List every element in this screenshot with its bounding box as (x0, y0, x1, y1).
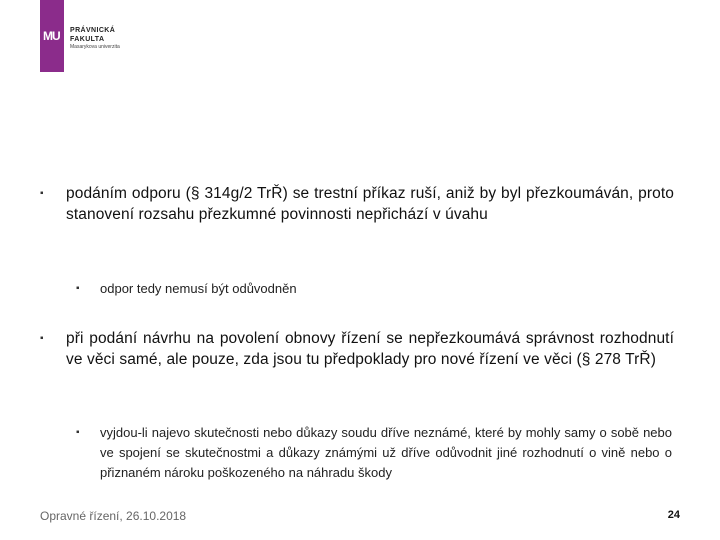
bullet-item-1 (40, 184, 676, 225)
bullet-item-2 (40, 329, 676, 370)
logo-mark (40, 0, 64, 72)
sub-bullet-item-2 (76, 423, 676, 483)
square-bullet-icon: ▪ (40, 333, 44, 344)
logo-line-1: PRÁVNICKÁ (70, 27, 116, 34)
sub-bullet-item-1 (76, 279, 676, 299)
logo-line-3: Masarykova univerzita (70, 44, 120, 50)
square-bullet-icon: ▪ (76, 283, 80, 294)
square-bullet-icon: ▪ (40, 188, 44, 199)
sub-bullet-item-1-text: odpor tedy nemusí být odůvodněn (100, 281, 297, 296)
square-bullet-icon: ▪ (76, 427, 80, 438)
slide-footer: Opravné řízení, 26.10.2018 (40, 509, 187, 523)
logo-mark-text: MU (43, 29, 60, 43)
bullet-item-1-text: podáním odporu (§ 314g/2 TrŘ) se trestní příkaz ruší, aniž by byl přezkoumáván, proto stanovení rozsahu přezkumné povinnosti nepřichází v úvahu (66, 185, 674, 223)
page-number: 24 (667, 509, 680, 521)
bullet-item-2-text: při podání návrhu na povolení obnovy řízení se nepřezkoumává správnost rozhodnutí ve věci samé, ale pouze, zda jsou tu předpoklady pro nové řízení ve věci (§ 278 TrŘ) (66, 330, 674, 368)
sub-bullet-item-2-text: vyjdou-li najevo skutečnosti nebo důkazy soudu dříve neznámé, které by mohly samy o sobě nebo ve spojení se skutečnostmi a důkazy známými už dříve odůvodnit jiné rozhodnutí o vině nebo o přiznaném nároku poškozeného na náhradu škody (100, 425, 672, 480)
logo-line-2: FAKULTA (70, 36, 105, 43)
faculty-logo (40, 0, 120, 72)
logo-text (70, 27, 120, 50)
